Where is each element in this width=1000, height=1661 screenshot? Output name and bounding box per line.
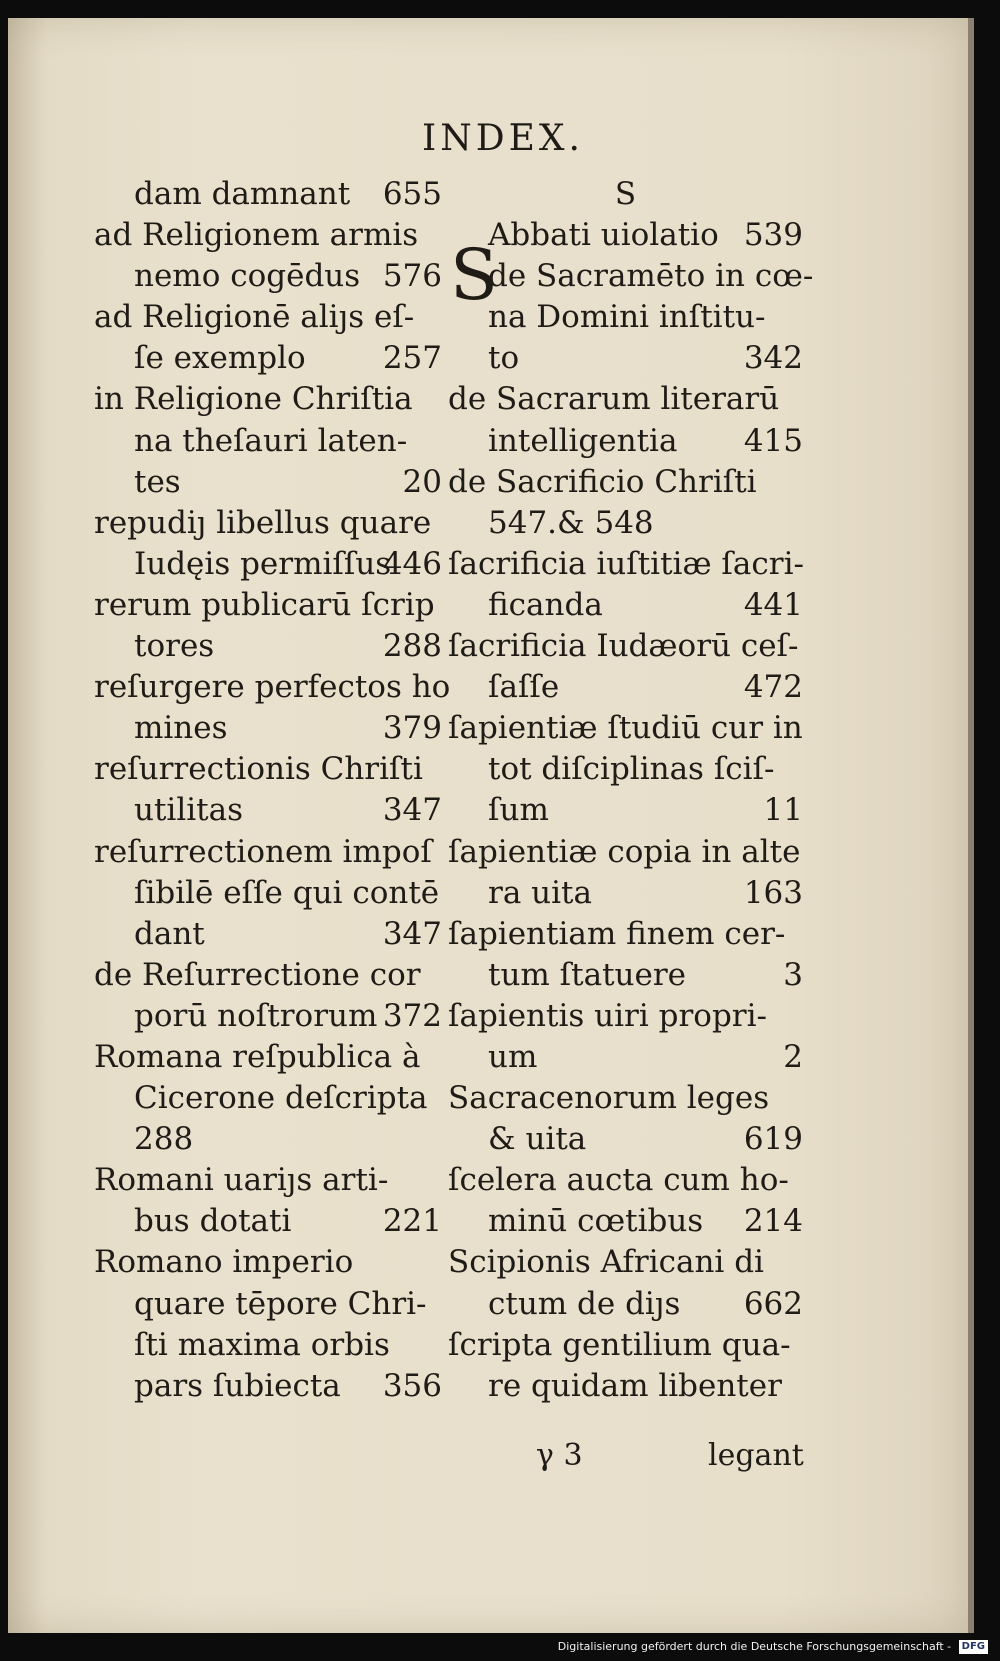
entry-text: reſurgere perfectos ho [94, 669, 451, 706]
entry-text: ſapientiæ ſtudiū cur in [448, 710, 803, 747]
index-entry-line [448, 462, 803, 503]
entry-text: ctum de diȷs [488, 1285, 681, 1322]
entry-text: & uita [488, 1121, 587, 1158]
index-entry-line [94, 1242, 442, 1283]
entry-text: bus dotati [134, 1203, 292, 1240]
entry-text: to [488, 340, 520, 377]
entry-text: minū cœtibus [488, 1203, 704, 1240]
index-entry-line [94, 215, 442, 256]
page-reference: 2 [783, 1038, 803, 1075]
entry-text: re quidam libenter [488, 1367, 782, 1404]
index-entry-line [94, 873, 442, 914]
index-entry-line [448, 215, 803, 256]
entry-text: Iudęis permiſſus [134, 545, 392, 582]
entry-text: de Reſurrectione cor [94, 956, 421, 993]
entry-text: Abbati uiolatio [488, 217, 719, 254]
index-entry-line [94, 1201, 442, 1242]
index-entry-line [448, 1119, 803, 1160]
index-entry-line [448, 996, 803, 1037]
entry-text: ſapientiæ copia in alte [448, 833, 801, 870]
index-entry-line [448, 790, 803, 831]
index-entry-line [448, 708, 803, 749]
index-entry-line [94, 1078, 442, 1119]
page-reference: 342 [743, 340, 803, 377]
index-entry-line [448, 873, 803, 914]
page-reference: 372 [382, 997, 442, 1034]
entry-text: Romana reſpublica à [94, 1038, 421, 1075]
entry-text: 288 [134, 1121, 194, 1158]
index-entry-line [448, 749, 803, 790]
entry-text: ſibilē eſſe qui contē [134, 874, 440, 911]
index-entry-line [94, 1325, 442, 1366]
index-entry-line [94, 256, 442, 297]
entry-text: tes [134, 463, 181, 500]
page-reference: 655 [382, 176, 442, 212]
index-entry-line [448, 338, 803, 379]
index-entry-line [448, 667, 803, 708]
index-entry-line [448, 1037, 803, 1078]
index-entry-line [94, 462, 442, 503]
entry-text: ſum [488, 792, 549, 829]
running-head: INDEX. [422, 118, 584, 159]
index-entry-line [448, 544, 803, 585]
section-letter-text: S [614, 176, 637, 212]
index-entry-line [448, 1366, 803, 1407]
entry-text: pars ſubiecta [134, 1367, 341, 1404]
index-entry-line [448, 1160, 803, 1201]
entry-text: ſapientis uiri propri- [448, 997, 768, 1034]
index-entry-line [94, 749, 442, 790]
index-entry-line [448, 421, 803, 462]
page-reference: 472 [743, 669, 803, 706]
index-entry-line [448, 1325, 803, 1366]
digitization-credit-bar [0, 1633, 1000, 1661]
index-entry-line [448, 256, 814, 297]
index-entry-line [94, 379, 442, 420]
entry-text: ſacrificia iuſtitiæ ſacri- [448, 545, 804, 582]
entry-text: nemo cogēdus [134, 258, 361, 295]
entry-text: um [488, 1038, 538, 1075]
entry-text: tot diſciplinas ſciſ- [488, 751, 775, 788]
index-entry-line [94, 338, 442, 379]
entry-text: porū noſtrorum [134, 997, 378, 1034]
book-page [8, 18, 974, 1633]
index-entry-line [94, 708, 442, 749]
index-entry-line [94, 1119, 442, 1160]
page-reference: 379 [382, 710, 442, 747]
entry-text: ſcripta gentilium qua- [448, 1326, 791, 1363]
entry-text: de Sacrarum literarū [448, 381, 780, 418]
dropcap-letter: S [450, 234, 498, 316]
index-entry-line [94, 955, 442, 996]
entry-text: ſapientiam finem cer- [448, 915, 786, 952]
entry-text: ad Religionē aliȷs eſ- [94, 299, 415, 336]
index-entry-line [448, 832, 803, 873]
entry-text: ficanda [488, 586, 603, 623]
index-entry-line [448, 1201, 803, 1242]
index-entry-line [448, 503, 803, 544]
index-entry-line [94, 914, 442, 955]
index-entry-line [448, 626, 803, 667]
entry-text: na theſauri laten- [134, 422, 408, 459]
index-entry-line [94, 174, 442, 215]
index-entry-line [94, 626, 442, 667]
page-reference: 415 [743, 422, 803, 459]
page-reference: 539 [743, 217, 803, 254]
index-column-right [448, 174, 814, 1407]
entry-text: Sacracenorum leges [448, 1080, 770, 1117]
index-entry-line [94, 544, 442, 585]
page-reference: 619 [743, 1121, 803, 1158]
index-column-left [94, 174, 451, 1407]
catchword: legant [708, 1438, 804, 1473]
section-letter [448, 174, 803, 215]
entry-text: utilitas [134, 792, 244, 829]
entry-text: ſti maxima orbis [134, 1326, 390, 1363]
page-reference: 356 [382, 1367, 442, 1404]
entry-text: ſaſſe [488, 669, 560, 706]
entry-text: ſacrificia Iudæorū ceſ- [448, 628, 799, 665]
index-entry-line [448, 914, 803, 955]
index-entry-line [448, 955, 803, 996]
entry-text: rerum publicarū ſcrip [94, 586, 435, 623]
page-edge [968, 18, 974, 1633]
index-entry-line [448, 297, 803, 338]
entry-text: de Sacrificio Chriſti [448, 463, 757, 500]
entry-text: Romani uariȷs arti- [94, 1162, 389, 1199]
entry-text: Romano imperio [94, 1244, 354, 1281]
credit-text: Digitalisierung gefördert durch die Deutsche Forschungsgemeinschaft - [557, 1640, 952, 1653]
index-entry-line [94, 790, 442, 831]
page-reference: 288 [382, 628, 442, 665]
signature-mark: γ 3 [536, 1438, 583, 1473]
page-reference: 221 [382, 1203, 442, 1240]
page-reference: 257 [382, 340, 442, 377]
entry-text: ad Religionem armis [94, 217, 419, 254]
entry-text: tores [134, 628, 215, 665]
entry-text: Cicerone deſcripta [134, 1080, 428, 1117]
index-entry-line [94, 503, 442, 544]
entry-text: Scipionis Africani di [448, 1244, 764, 1281]
index-entry-line [94, 297, 442, 338]
page-reference: 163 [743, 874, 803, 911]
index-entry-line [448, 379, 803, 420]
entry-text: in Religione Chriſtia [94, 381, 413, 418]
page-reference: 20 [402, 463, 442, 500]
entry-text: ſcelera aucta cum ho- [448, 1162, 789, 1199]
entry-text: na Domini inſtitu- [488, 299, 766, 336]
page-reference: 347 [382, 915, 442, 952]
page-reference: 441 [743, 586, 803, 623]
entry-text: quare tēpore Chri- [134, 1285, 427, 1322]
entry-text: dant [134, 915, 205, 952]
entry-text: de Sacramēto in cœ- [488, 258, 814, 295]
entry-text: reſurrectionem impoſ [94, 833, 432, 870]
index-entry-line [448, 1078, 803, 1119]
entry-text: intelligentia [488, 422, 678, 459]
entry-text: ſe exemplo [134, 340, 306, 377]
index-entry-line [94, 832, 442, 873]
entry-text: mines [134, 710, 228, 747]
index-entry-line [94, 1284, 442, 1325]
index-entry-line [448, 585, 803, 626]
entry-text: tum ſtatuere [488, 956, 687, 993]
index-entry-line [94, 996, 442, 1037]
entry-text: repudiȷ libellus quare [94, 504, 432, 541]
page-reference: 446 [382, 545, 442, 582]
index-entry-line [94, 1160, 442, 1201]
page-reference: 3 [783, 956, 803, 993]
index-entry-line [448, 1242, 803, 1283]
dfg-logo: DFG [959, 1640, 988, 1654]
entry-text: dam damnant [134, 176, 351, 212]
page-reference: 214 [743, 1203, 803, 1240]
page-reference: 576 [382, 258, 442, 295]
page-footer-line [8, 1438, 968, 1478]
index-entry-line [94, 1037, 442, 1078]
index-entry-line [94, 667, 451, 708]
index-entry-line [94, 421, 442, 462]
entry-text: 547.& 548 [488, 504, 654, 541]
page-reference: 662 [743, 1285, 803, 1322]
index-entry-line [448, 1284, 803, 1325]
index-entry-line [94, 585, 442, 626]
page-reference: 11 [763, 792, 803, 829]
entry-text: ra uita [488, 874, 592, 911]
index-entry-line [94, 1366, 442, 1407]
page-reference: 347 [382, 792, 442, 829]
entry-text: reſurrectionis Chriſti [94, 751, 423, 788]
